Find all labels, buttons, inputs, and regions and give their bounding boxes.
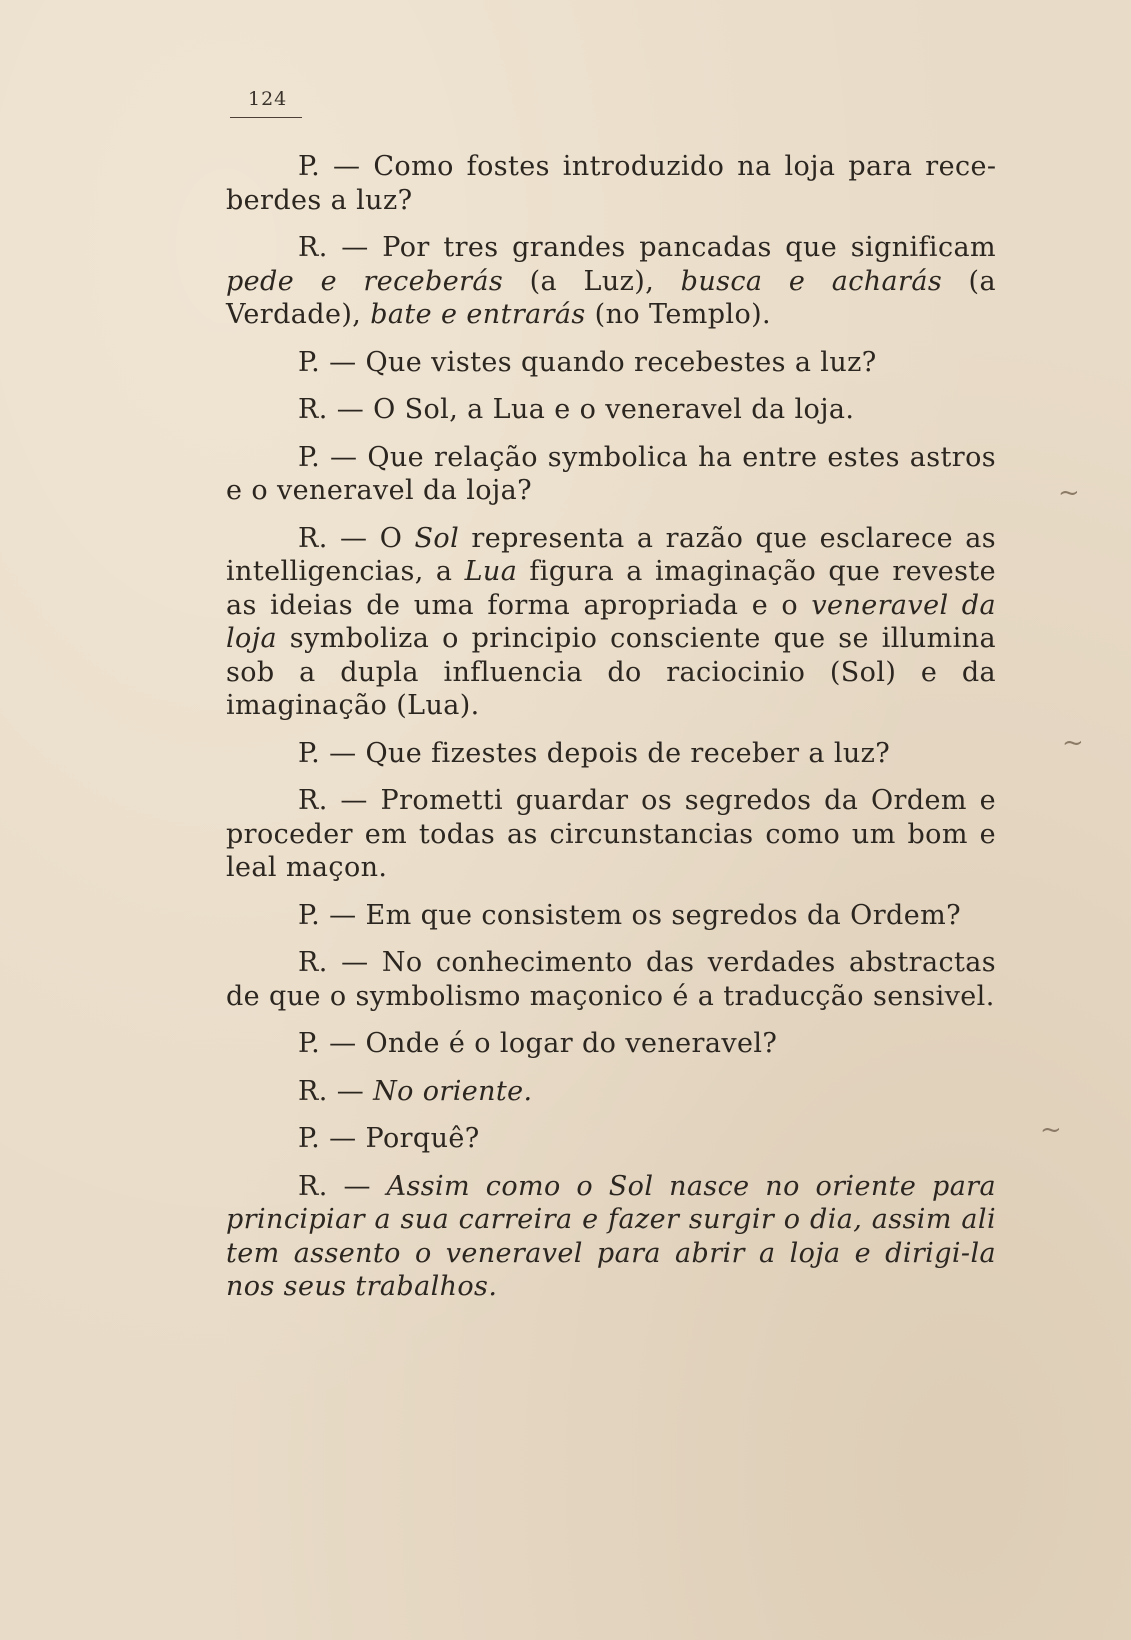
question-paragraph [226,150,996,217]
body-text: Que vistes quando recebestes a luz? [365,346,877,378]
page-number-rule [230,117,302,118]
speaker-label: R. [298,947,328,978]
italic-text: Lua [464,556,518,587]
answer-paragraph [226,1075,996,1109]
italic-text: busca e acharás [680,265,943,297]
speaker-label: P. [298,899,321,931]
body-text: (no Templo). [585,299,772,330]
italic-text: pede e receberás [226,265,504,297]
answer-paragraph [226,231,996,332]
speaker-label: R. [298,394,328,425]
answer-paragraph [226,1170,996,1304]
em-dash: — [327,522,380,554]
em-dash: — [320,441,368,473]
speaker-label: R. [298,785,328,816]
body-text: Prometti guardar os segredos da Ordem e proceder em todas as circunstancias como um bom e leal maçon. [226,785,996,883]
body-text: O [379,522,415,554]
italic-text: Assim como o Sol nasce no oriente para principiar a sua carreira e fazer surgir o dia, assim ali tem assento o veneravel para abrir a loja e dirigi-la nos seus trabalhos. [226,1170,996,1302]
body-text: O Sol, a Lua e o veneravel da loja. [373,394,855,425]
answer-paragraph [226,522,996,723]
catechism-text [226,150,996,1318]
answer-paragraph [226,393,996,427]
body-text: Porquê? [365,1123,480,1154]
italic-text: Sol [414,522,460,554]
em-dash: — [320,346,366,378]
em-dash: — [327,394,374,425]
body-text: figura a imaginação que reveste as ideias de uma forma apropriada e o [226,556,996,621]
body-text: Onde é o logar do veneravel? [365,1028,778,1059]
speaker-label: R. [298,232,328,263]
speaker-label: P. [298,737,321,769]
em-dash: — [327,785,381,816]
body-text: symboliza o principio consciente que se illumina sob a dupla influencia do raciocinio (Sol) e da imaginação (Lua). [226,623,996,721]
speaker-label: P. [298,1028,321,1059]
speaker-label: R. [298,1170,328,1202]
answer-paragraph [226,946,996,1013]
italic-text: veneravel da loja [226,589,996,654]
question-paragraph [226,899,996,933]
speaker-label: P. [298,441,321,473]
paper-mark: ~ [1040,1115,1062,1145]
body-text: Por tres grandes pancadas que significam [382,232,996,263]
em-dash: — [327,1170,387,1202]
em-dash: — [320,737,366,769]
body-text: (a Luz), [503,265,681,297]
speaker-label: P. [298,346,321,378]
em-dash: — [327,232,383,263]
speaker-label: P. [298,1123,321,1154]
page-number: 124 [248,88,288,110]
question-paragraph [226,737,996,771]
paper-mark: ~ [1058,478,1080,508]
italic-text: No oriente. [373,1075,533,1107]
body-text: Em que consistem os segredos da Ordem? [365,899,961,931]
speaker-label: R. [298,522,328,554]
em-dash: — [320,899,366,931]
speaker-label: R. [298,1075,328,1107]
body-text: Como fostes introduzido na loja para receberdes a luz? [226,151,996,216]
question-paragraph [226,441,996,508]
em-dash: — [320,1028,366,1059]
speaker-label: P. [298,151,321,182]
em-dash: — [320,1123,366,1154]
body-text: No conhecimento das verdades abstractas de que o symbolismo maçonico é a traducção sensivel. [226,947,996,1012]
body-text: (a Verdade), [226,265,996,330]
body-text: Que relação symbolica ha entre estes astros e o veneravel da loja? [226,441,996,506]
italic-text: bate e entrarás [370,299,586,330]
question-paragraph [226,1027,996,1061]
question-paragraph [226,1122,996,1156]
paper-mark: ~ [1062,728,1084,758]
body-text: Que fizestes depois de receber a luz? [365,737,891,769]
body-text: representa a razão que esclarece as intelligencias, a [226,522,996,587]
answer-paragraph [226,784,996,885]
em-dash: — [327,947,382,978]
em-dash: — [327,1075,374,1107]
em-dash: — [320,151,374,182]
question-paragraph [226,346,996,380]
